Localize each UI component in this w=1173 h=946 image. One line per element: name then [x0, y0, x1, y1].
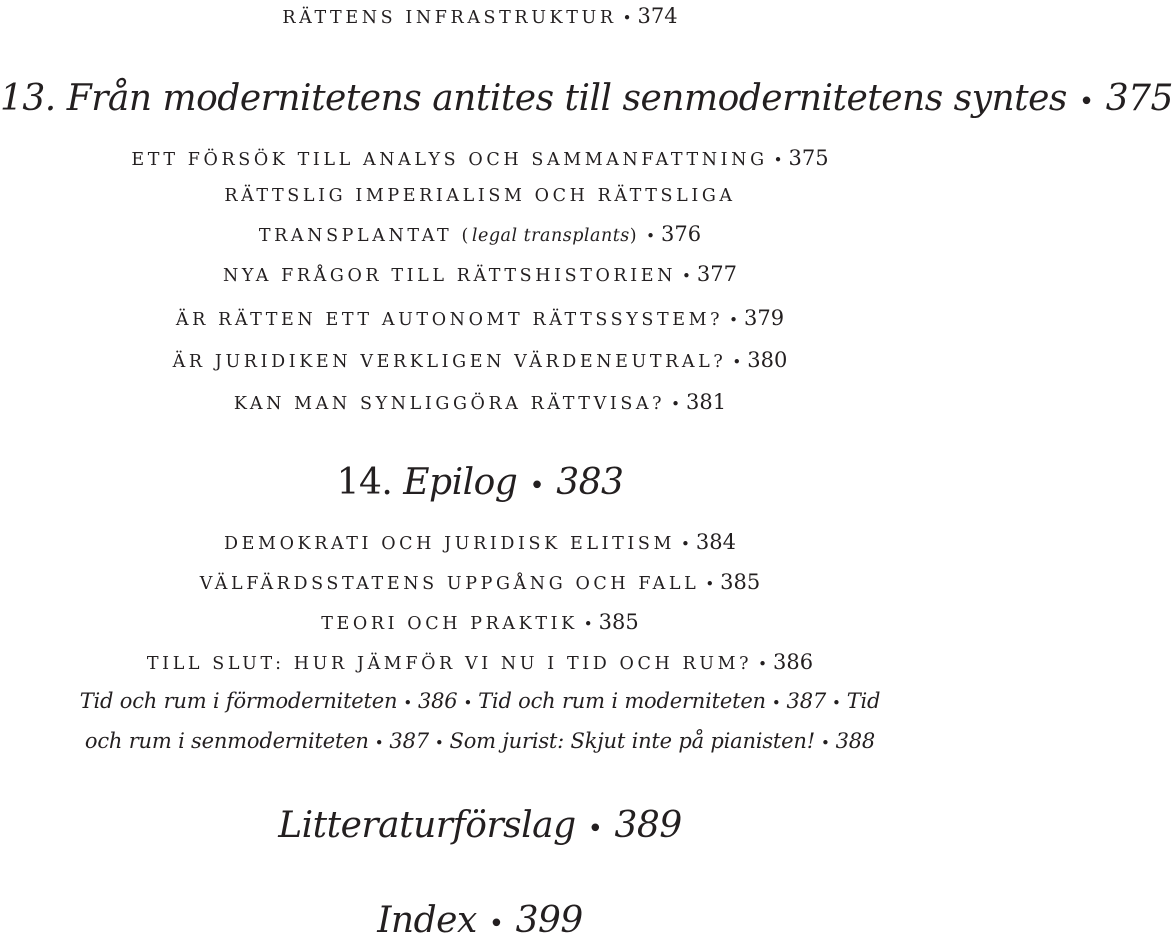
- bullet-separator: •: [488, 909, 504, 939]
- section-title: ETT FÖRSÖK TILL ANALYS OCH SAMMANFATTNING: [131, 150, 768, 170]
- chapter-title: Från modernitetens antites till senmodernitetens syntes: [66, 78, 1067, 119]
- bullet-separator: •: [434, 734, 444, 752]
- section-title: TEORI OCH PRAKTIK: [321, 614, 578, 634]
- section-title: VÄLFÄRDSSTATENS UPPGÅNG OCH FALL: [199, 574, 700, 594]
- toc-entry[interactable]: [0, 262, 960, 286]
- page-number: 375: [788, 146, 829, 170]
- chapter-number: 13.: [0, 78, 56, 119]
- page-number: 380: [747, 348, 788, 372]
- bullet-separator: •: [587, 814, 603, 844]
- bullet-separator: •: [671, 395, 681, 413]
- bullet-separator: •: [463, 694, 473, 712]
- chapter-title: Epilog: [403, 462, 518, 503]
- section-title: RÄTTSLIG IMPERIALISM OCH RÄTTSLIGA: [224, 186, 736, 206]
- section-title: RÄTTENS INFRASTRUKTUR: [282, 8, 617, 28]
- page-number: 388: [835, 729, 876, 753]
- page-number: 385: [720, 570, 761, 594]
- bullet-separator: •: [682, 267, 691, 285]
- subentry-title: Tid och rum i moderniteten: [478, 689, 766, 713]
- subentry-title: Tid: [846, 689, 881, 713]
- chapter-14-heading[interactable]: [0, 462, 960, 503]
- bullet-separator: •: [403, 694, 412, 712]
- page-number: 374: [637, 4, 678, 28]
- subentries-line-1[interactable]: [0, 689, 960, 713]
- litteraturforslag-heading[interactable]: [0, 805, 960, 846]
- bullet-separator: •: [646, 227, 656, 245]
- page-number: 379: [744, 306, 785, 330]
- subentry-title: Tid och rum i förmoderniteten: [79, 689, 398, 713]
- page-number: 387: [389, 729, 429, 753]
- chapter-number: 14.: [336, 462, 393, 503]
- page-number: 386: [773, 650, 814, 674]
- section-title: ÄR JURIDIKEN VERKLIGEN VÄRDENEUTRAL?: [172, 352, 727, 372]
- bullet-separator: •: [529, 471, 545, 501]
- index-heading[interactable]: [0, 900, 960, 941]
- section-title: TILL SLUT: HUR JÄMFÖR VI NU I TID OCH RUM?: [146, 654, 753, 674]
- page-number: 376: [661, 222, 702, 246]
- bullet-separator: •: [680, 535, 690, 553]
- toc-entry-rattens-infrastruktur[interactable]: [0, 4, 960, 28]
- page-number: 386: [417, 689, 458, 713]
- page-number: 387: [786, 689, 827, 713]
- subentry-title: och rum i senmoderniteten: [84, 729, 369, 753]
- bullet-separator: •: [758, 655, 767, 673]
- toc-entry[interactable]: [0, 570, 960, 594]
- bullet-separator: •: [773, 151, 783, 169]
- bullet-separator: •: [583, 615, 593, 633]
- toc-entry[interactable]: [0, 306, 960, 330]
- toc-entry[interactable]: [0, 530, 960, 554]
- back-matter-title: Litteraturförslag: [278, 805, 576, 846]
- subentries-line-2[interactable]: [0, 729, 960, 753]
- bullet-separator: •: [1078, 87, 1094, 117]
- toc-entry[interactable]: [0, 610, 960, 634]
- page-number: 381: [686, 390, 727, 414]
- toc-entry[interactable]: [0, 348, 960, 372]
- bullet-separator: •: [729, 311, 739, 329]
- bullet-separator: •: [771, 694, 781, 712]
- bullet-separator: •: [832, 694, 841, 712]
- page-number: 399: [515, 900, 583, 941]
- section-title: DEMOKRATI OCH JURIDISK ELITISM: [224, 534, 675, 554]
- toc-entry[interactable]: [0, 650, 960, 674]
- page-number: 384: [695, 530, 736, 554]
- toc-entry-line2[interactable]: [0, 222, 960, 246]
- page-number: 375: [1105, 78, 1173, 119]
- section-title-part: TRANSPLANTAT (: [258, 226, 472, 246]
- page-number: 383: [556, 462, 624, 503]
- bullet-separator: •: [622, 9, 632, 27]
- section-title-italic: legal transplants: [471, 226, 630, 246]
- section-title: KAN MAN SYNLIGGÖRA RÄTTVISA?: [233, 394, 666, 414]
- section-title: NYA FRÅGOR TILL RÄTTSHISTORIEN: [223, 266, 677, 286]
- bullet-separator: •: [820, 734, 830, 752]
- section-title: ÄR RÄTTEN ETT AUTONOMT RÄTTSSYSTEM?: [175, 310, 724, 330]
- section-title-part: ): [629, 226, 641, 246]
- bullet-separator: •: [374, 734, 384, 752]
- page-number: 389: [614, 805, 682, 846]
- subentry-title: Som jurist: Skjut inte på pianisten!: [449, 729, 815, 753]
- toc-entry[interactable]: [0, 390, 960, 414]
- bullet-separator: •: [732, 353, 742, 371]
- page-number: 385: [598, 610, 639, 634]
- back-matter-title: Index: [377, 900, 477, 941]
- bullet-separator: •: [705, 575, 715, 593]
- toc-entry-line1[interactable]: [0, 186, 960, 206]
- chapter-13-heading[interactable]: [0, 78, 1173, 119]
- toc-entry[interactable]: [0, 146, 960, 170]
- page-number: 377: [696, 262, 737, 286]
